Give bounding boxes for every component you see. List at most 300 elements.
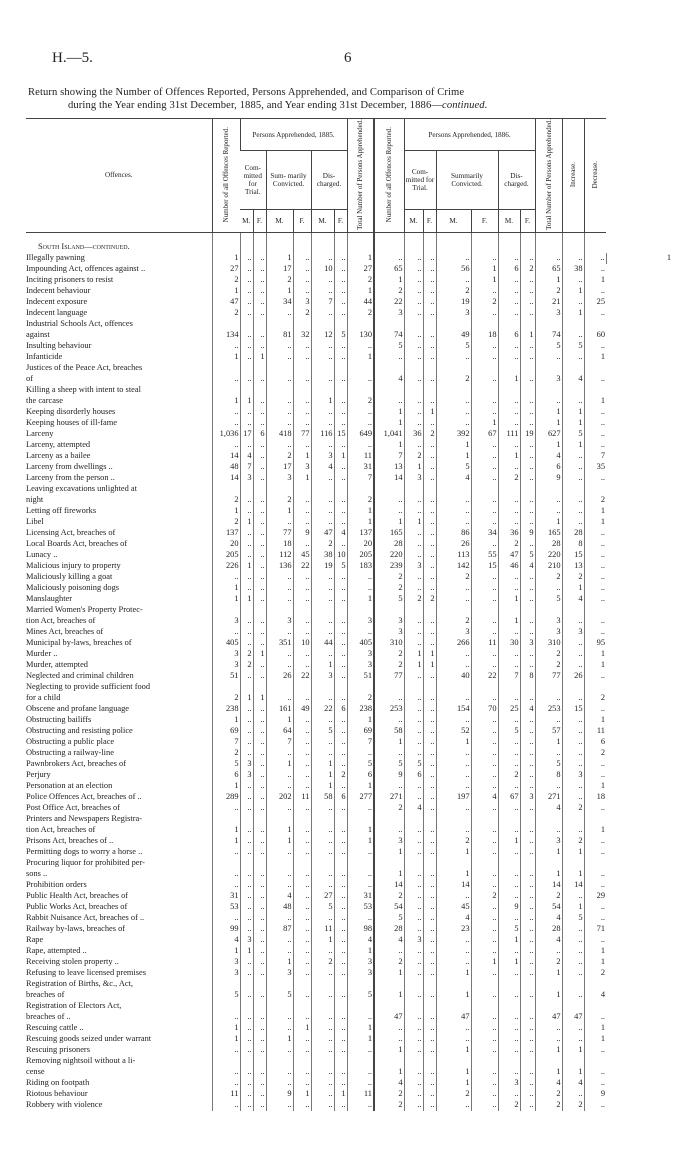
table-cell: 15 bbox=[562, 704, 584, 715]
table-cell: .. bbox=[374, 506, 404, 517]
offence-name: Prisons Act, breaches of .. bbox=[26, 836, 114, 846]
table-cell: 17 bbox=[266, 264, 293, 275]
table-row bbox=[26, 924, 672, 935]
table-cell: 1 bbox=[436, 1045, 471, 1056]
table-cell bbox=[347, 682, 374, 693]
table-cell: 45 bbox=[436, 902, 471, 913]
table-cell: .. bbox=[334, 308, 347, 319]
table-cell: 3 bbox=[562, 627, 584, 638]
table-cell: 5 bbox=[404, 759, 423, 770]
table-row bbox=[26, 297, 672, 308]
table-cell: .. bbox=[293, 286, 311, 297]
table-cell: 3 bbox=[374, 836, 404, 847]
table-cell: .. bbox=[334, 473, 347, 484]
table-row bbox=[26, 506, 672, 517]
table-cell: 49 bbox=[293, 704, 311, 715]
table-row bbox=[26, 869, 672, 880]
table-cell: 2 bbox=[535, 649, 562, 660]
table-cell: 3 bbox=[404, 473, 423, 484]
table-cell: .. bbox=[293, 759, 311, 770]
table-cell: .. bbox=[471, 880, 498, 891]
table-cell bbox=[240, 814, 253, 825]
table-cell: 2 bbox=[498, 1100, 520, 1111]
table-cell: .. bbox=[240, 627, 253, 638]
table-cell: 2 bbox=[535, 1089, 562, 1100]
table-cell: .. bbox=[520, 440, 535, 451]
table-cell: .. bbox=[423, 704, 436, 715]
table-cell bbox=[334, 1001, 347, 1012]
table-cell bbox=[436, 682, 471, 693]
table-cell: 10 bbox=[311, 264, 334, 275]
table-cell: .. bbox=[471, 517, 498, 528]
table-cell: .. bbox=[311, 1067, 334, 1078]
table-cell bbox=[212, 605, 240, 616]
table-cell: 2 bbox=[347, 693, 374, 704]
table-cell: .. bbox=[311, 286, 334, 297]
table-cell bbox=[253, 858, 266, 869]
table-cell: .. bbox=[253, 1023, 266, 1034]
table-cell: 2 bbox=[311, 957, 334, 968]
table-cell: .. bbox=[562, 495, 584, 506]
table-cell bbox=[498, 682, 520, 693]
table-row bbox=[26, 407, 672, 418]
table-cell: 1 bbox=[584, 352, 606, 363]
table-cell: .. bbox=[471, 825, 498, 836]
table-cell: 74 bbox=[374, 330, 404, 341]
table-cell: .. bbox=[498, 1034, 520, 1045]
table-cell: .. bbox=[520, 660, 535, 671]
offence-name: Rabbit Nuisance Act, breaches of .. bbox=[26, 913, 145, 923]
table-cell: 14 bbox=[374, 880, 404, 891]
table-cell: .. bbox=[266, 869, 293, 880]
table-cell: .. bbox=[334, 990, 347, 1001]
table-cell: .. bbox=[266, 880, 293, 891]
table-cell: .. bbox=[253, 297, 266, 308]
table-cell: 1 bbox=[347, 352, 374, 363]
table-cell: .. bbox=[240, 297, 253, 308]
table-row bbox=[26, 836, 672, 847]
table-cell: .. bbox=[498, 748, 520, 759]
table-cell: .. bbox=[498, 418, 520, 429]
table-cell: .. bbox=[423, 572, 436, 583]
table-row bbox=[26, 693, 672, 704]
offence-name: Indecent exposure bbox=[26, 297, 88, 307]
offence-name: Licensing Act, breaches of bbox=[26, 528, 116, 538]
table-cell: .. bbox=[436, 275, 471, 286]
table-cell bbox=[293, 319, 311, 330]
table-cell: 220 bbox=[374, 550, 404, 561]
table-cell: .. bbox=[253, 341, 266, 352]
table-cell bbox=[404, 1056, 423, 1067]
offence-name: Prohibition orders bbox=[26, 880, 87, 890]
table-cell: .. bbox=[253, 737, 266, 748]
table-cell: .. bbox=[334, 275, 347, 286]
table-cell bbox=[584, 484, 606, 495]
table-cell: 112 bbox=[266, 550, 293, 561]
table-cell: 130 bbox=[347, 330, 374, 341]
table-cell: 2 bbox=[266, 275, 293, 286]
col-f: F. bbox=[471, 209, 498, 232]
table-cell: 7 bbox=[584, 451, 606, 462]
table-cell: .. bbox=[562, 968, 584, 979]
table-cell: .. bbox=[347, 1100, 374, 1111]
table-cell: .. bbox=[212, 440, 240, 451]
table-cell: .. bbox=[584, 913, 606, 924]
table-cell: .. bbox=[293, 990, 311, 1001]
table-cell bbox=[404, 858, 423, 869]
table-cell: 1 bbox=[404, 462, 423, 473]
table-cell: .. bbox=[293, 506, 311, 517]
table-cell: .. bbox=[520, 880, 535, 891]
table-cell: 9 bbox=[374, 770, 404, 781]
offence-name: Removing nightsoil without a li- bbox=[26, 1056, 136, 1066]
table-cell: .. bbox=[334, 1100, 347, 1111]
table-cell: .. bbox=[471, 737, 498, 748]
table-cell: 5 bbox=[520, 550, 535, 561]
table-row bbox=[26, 814, 672, 825]
table-cell bbox=[240, 1001, 253, 1012]
table-cell: .. bbox=[471, 946, 498, 957]
table-cell: .. bbox=[240, 253, 253, 264]
table-cell bbox=[293, 484, 311, 495]
table-cell: .. bbox=[266, 1100, 293, 1111]
table-cell: .. bbox=[253, 330, 266, 341]
document-reference: H.—5. bbox=[52, 50, 93, 66]
table-cell: 5 bbox=[535, 594, 562, 605]
offence-name: Larceny from the person .. bbox=[26, 473, 115, 483]
table-cell: .. bbox=[404, 1012, 423, 1023]
offence-name: the carcase bbox=[26, 396, 63, 406]
table-cell: .. bbox=[404, 583, 423, 594]
table-cell: 27 bbox=[347, 264, 374, 275]
table-cell: .. bbox=[520, 1089, 535, 1100]
table-cell: .. bbox=[212, 803, 240, 814]
table-cell: 1 bbox=[535, 440, 562, 451]
table-cell: 7 bbox=[266, 737, 293, 748]
table-row bbox=[26, 891, 672, 902]
table-cell: .. bbox=[471, 374, 498, 385]
table-cell: 4 bbox=[535, 1078, 562, 1089]
table-cell: 2 bbox=[535, 660, 562, 671]
table-cell: .. bbox=[266, 396, 293, 407]
table-cell bbox=[404, 979, 423, 990]
table-cell: .. bbox=[520, 836, 535, 847]
table-cell: 1,041 bbox=[374, 429, 404, 440]
table-cell: .. bbox=[520, 583, 535, 594]
table-cell: .. bbox=[266, 1012, 293, 1023]
table-cell bbox=[436, 319, 471, 330]
table-cell bbox=[293, 682, 311, 693]
table-cell: .. bbox=[520, 726, 535, 737]
table-cell bbox=[240, 979, 253, 990]
table-cell: .. bbox=[562, 297, 584, 308]
table-cell: .. bbox=[562, 330, 584, 341]
table-cell: .. bbox=[423, 627, 436, 638]
table-cell: .. bbox=[520, 594, 535, 605]
table-cell: .. bbox=[498, 660, 520, 671]
table-cell: .. bbox=[240, 495, 253, 506]
table-cell: 1 bbox=[212, 1023, 240, 1034]
table-cell: .. bbox=[562, 990, 584, 1001]
table-cell: 1 bbox=[535, 968, 562, 979]
table-cell bbox=[423, 814, 436, 825]
table-cell: .. bbox=[311, 825, 334, 836]
table-cell: .. bbox=[520, 539, 535, 550]
table-cell: .. bbox=[436, 660, 471, 671]
table-cell: .. bbox=[253, 715, 266, 726]
table-cell: .. bbox=[423, 517, 436, 528]
table-cell: .. bbox=[471, 572, 498, 583]
table-cell: 53 bbox=[212, 902, 240, 913]
table-cell: 310 bbox=[535, 638, 562, 649]
table-cell: 165 bbox=[374, 528, 404, 539]
table-cell bbox=[334, 1056, 347, 1067]
table-cell: .. bbox=[253, 660, 266, 671]
table-cell: 9 bbox=[535, 473, 562, 484]
table-cell: .. bbox=[253, 583, 266, 594]
col-trial-1885: Com- mitted for Trial. bbox=[240, 151, 266, 209]
table-cell: 1 bbox=[212, 286, 240, 297]
table-title bbox=[28, 86, 678, 112]
table-cell: .. bbox=[404, 1100, 423, 1111]
table-cell: .. bbox=[584, 561, 606, 572]
offence-name: Malicious injury to property bbox=[26, 561, 121, 571]
table-cell: .. bbox=[240, 330, 253, 341]
table-cell: .. bbox=[334, 1067, 347, 1078]
offence-name: tion Act, breaches of bbox=[26, 825, 96, 835]
table-cell: .. bbox=[498, 407, 520, 418]
col-f: F. bbox=[334, 209, 347, 232]
table-cell: .. bbox=[423, 1089, 436, 1100]
table-cell bbox=[374, 484, 404, 495]
table-cell: .. bbox=[212, 1078, 240, 1089]
table-cell: 1 bbox=[423, 407, 436, 418]
offence-name: Libel bbox=[26, 517, 44, 527]
table-cell: 5 bbox=[266, 990, 293, 1001]
table-cell: .. bbox=[266, 407, 293, 418]
table-cell: .. bbox=[293, 748, 311, 759]
table-cell: .. bbox=[253, 495, 266, 506]
table-row bbox=[26, 605, 672, 616]
table-cell: .. bbox=[293, 737, 311, 748]
table-cell: .. bbox=[584, 1067, 606, 1078]
table-cell: .. bbox=[436, 649, 471, 660]
table-cell bbox=[212, 1056, 240, 1067]
table-cell: .. bbox=[311, 1078, 334, 1089]
table-cell: 2 bbox=[584, 693, 606, 704]
table-cell: .. bbox=[240, 341, 253, 352]
table-cell: 10 bbox=[293, 638, 311, 649]
table-cell: .. bbox=[423, 396, 436, 407]
table-cell: 5 bbox=[562, 429, 584, 440]
table-cell: .. bbox=[404, 748, 423, 759]
table-cell: .. bbox=[253, 946, 266, 957]
table-cell: 14 bbox=[374, 473, 404, 484]
table-cell: 2 bbox=[347, 396, 374, 407]
table-row bbox=[26, 946, 672, 957]
table-cell bbox=[535, 605, 562, 616]
table-cell: 1 bbox=[347, 836, 374, 847]
table-cell bbox=[535, 814, 562, 825]
table-cell: .. bbox=[293, 968, 311, 979]
table-cell: .. bbox=[423, 583, 436, 594]
table-cell: .. bbox=[520, 1012, 535, 1023]
table-cell bbox=[562, 1056, 584, 1067]
table-cell: 7 bbox=[212, 737, 240, 748]
table-cell bbox=[212, 385, 240, 396]
table-row bbox=[26, 1100, 672, 1111]
offence-name: night bbox=[26, 495, 44, 505]
col-m: M. bbox=[311, 209, 334, 232]
table-cell: .. bbox=[436, 517, 471, 528]
table-cell: 2 bbox=[212, 308, 240, 319]
table-cell: 1 bbox=[584, 649, 606, 660]
table-cell bbox=[404, 363, 423, 374]
table-cell: 4 bbox=[212, 935, 240, 946]
table-cell: .. bbox=[471, 1089, 498, 1100]
table-cell bbox=[293, 1001, 311, 1012]
table-cell: .. bbox=[266, 341, 293, 352]
table-cell: 6 bbox=[334, 704, 347, 715]
table-cell: 5 bbox=[498, 924, 520, 935]
section-heading-row bbox=[26, 242, 672, 253]
table-cell: .. bbox=[347, 418, 374, 429]
table-cell: 13 bbox=[562, 561, 584, 572]
table-cell: 4 bbox=[520, 704, 535, 715]
table-cell: .. bbox=[404, 297, 423, 308]
col-f: F. bbox=[520, 209, 535, 232]
table-cell: 51 bbox=[212, 671, 240, 682]
table-cell: .. bbox=[498, 913, 520, 924]
table-cell: .. bbox=[584, 770, 606, 781]
offence-name: Post Office Act, breaches of bbox=[26, 803, 121, 813]
table-cell: 2 bbox=[266, 495, 293, 506]
table-cell: .. bbox=[535, 583, 562, 594]
table-cell: .. bbox=[520, 473, 535, 484]
table-cell: .. bbox=[436, 506, 471, 517]
table-cell: 1 bbox=[347, 506, 374, 517]
table-cell: .. bbox=[311, 748, 334, 759]
table-cell: .. bbox=[253, 627, 266, 638]
table-cell: .. bbox=[293, 264, 311, 275]
table-cell: .. bbox=[404, 869, 423, 880]
table-cell: 1 bbox=[436, 1078, 471, 1089]
table-cell: .. bbox=[404, 957, 423, 968]
table-cell: 5 bbox=[535, 341, 562, 352]
table-cell: .. bbox=[253, 396, 266, 407]
col-m: M. bbox=[498, 209, 520, 232]
table-cell bbox=[423, 682, 436, 693]
table-cell: .. bbox=[436, 770, 471, 781]
table-cell bbox=[253, 682, 266, 693]
table-row bbox=[26, 319, 672, 330]
table-cell: .. bbox=[253, 594, 266, 605]
table-cell: .. bbox=[423, 308, 436, 319]
table-cell: 4 bbox=[374, 374, 404, 385]
table-cell: .. bbox=[374, 781, 404, 792]
table-cell: .. bbox=[293, 1078, 311, 1089]
table-row bbox=[26, 935, 672, 946]
table-cell: 18 bbox=[471, 330, 498, 341]
table-cell: 1 bbox=[498, 836, 520, 847]
table-cell: .. bbox=[253, 726, 266, 737]
table-cell: 1 bbox=[436, 847, 471, 858]
table-cell: 11 bbox=[293, 792, 311, 803]
table-cell: .. bbox=[535, 825, 562, 836]
offence-name: Police Offences Act, breaches of .. bbox=[26, 792, 142, 802]
table-row bbox=[26, 473, 672, 484]
offence-name: Larceny, attempted bbox=[26, 440, 91, 450]
table-cell: .. bbox=[311, 583, 334, 594]
table-cell: .. bbox=[253, 407, 266, 418]
table-cell: 1 bbox=[311, 759, 334, 770]
table-cell: 3 bbox=[347, 968, 374, 979]
table-cell: 1 bbox=[253, 649, 266, 660]
table-cell bbox=[584, 1056, 606, 1067]
table-cell bbox=[520, 605, 535, 616]
page-number: 6 bbox=[344, 50, 352, 66]
table-cell: 53 bbox=[347, 902, 374, 913]
table-cell: 57 bbox=[535, 726, 562, 737]
table-cell: .. bbox=[535, 715, 562, 726]
table-row bbox=[26, 781, 672, 792]
table-cell bbox=[293, 605, 311, 616]
offence-name: Lunacy .. bbox=[26, 550, 58, 560]
table-cell: .. bbox=[471, 1023, 498, 1034]
table-cell: .. bbox=[404, 902, 423, 913]
table-cell: .. bbox=[253, 803, 266, 814]
table-cell: .. bbox=[520, 506, 535, 517]
table-cell: .. bbox=[347, 572, 374, 583]
table-cell: 2 bbox=[212, 693, 240, 704]
table-cell: 21 bbox=[535, 297, 562, 308]
col-f: F. bbox=[293, 209, 311, 232]
table-cell: 1 bbox=[347, 781, 374, 792]
table-cell: .. bbox=[584, 429, 606, 440]
table-cell: .. bbox=[293, 924, 311, 935]
table-cell: .. bbox=[404, 638, 423, 649]
table-cell: .. bbox=[253, 517, 266, 528]
table-cell bbox=[471, 814, 498, 825]
table-cell: 1 bbox=[266, 825, 293, 836]
table-cell: .. bbox=[374, 1034, 404, 1045]
table-cell bbox=[404, 814, 423, 825]
table-cell: .. bbox=[334, 572, 347, 583]
table-cell: .. bbox=[423, 935, 436, 946]
table-cell bbox=[584, 363, 606, 374]
table-cell: 6 bbox=[498, 330, 520, 341]
table-cell: 47 bbox=[374, 1012, 404, 1023]
table-cell: 1 bbox=[374, 990, 404, 1001]
table-cell: .. bbox=[253, 990, 266, 1001]
table-row bbox=[26, 495, 672, 506]
table-cell bbox=[404, 385, 423, 396]
table-cell: 1 bbox=[584, 1034, 606, 1045]
table-cell: 4 bbox=[535, 451, 562, 462]
table-cell: .. bbox=[293, 825, 311, 836]
table-cell: .. bbox=[584, 836, 606, 847]
table-cell: .. bbox=[347, 869, 374, 880]
table-cell: 1 bbox=[535, 275, 562, 286]
table-cell bbox=[423, 385, 436, 396]
table-cell: .. bbox=[423, 1012, 436, 1023]
table-cell bbox=[311, 319, 334, 330]
table-cell: 25 bbox=[584, 297, 606, 308]
table-cell: .. bbox=[334, 583, 347, 594]
table-cell: .. bbox=[253, 539, 266, 550]
table-cell bbox=[471, 484, 498, 495]
table-cell: 137 bbox=[347, 528, 374, 539]
